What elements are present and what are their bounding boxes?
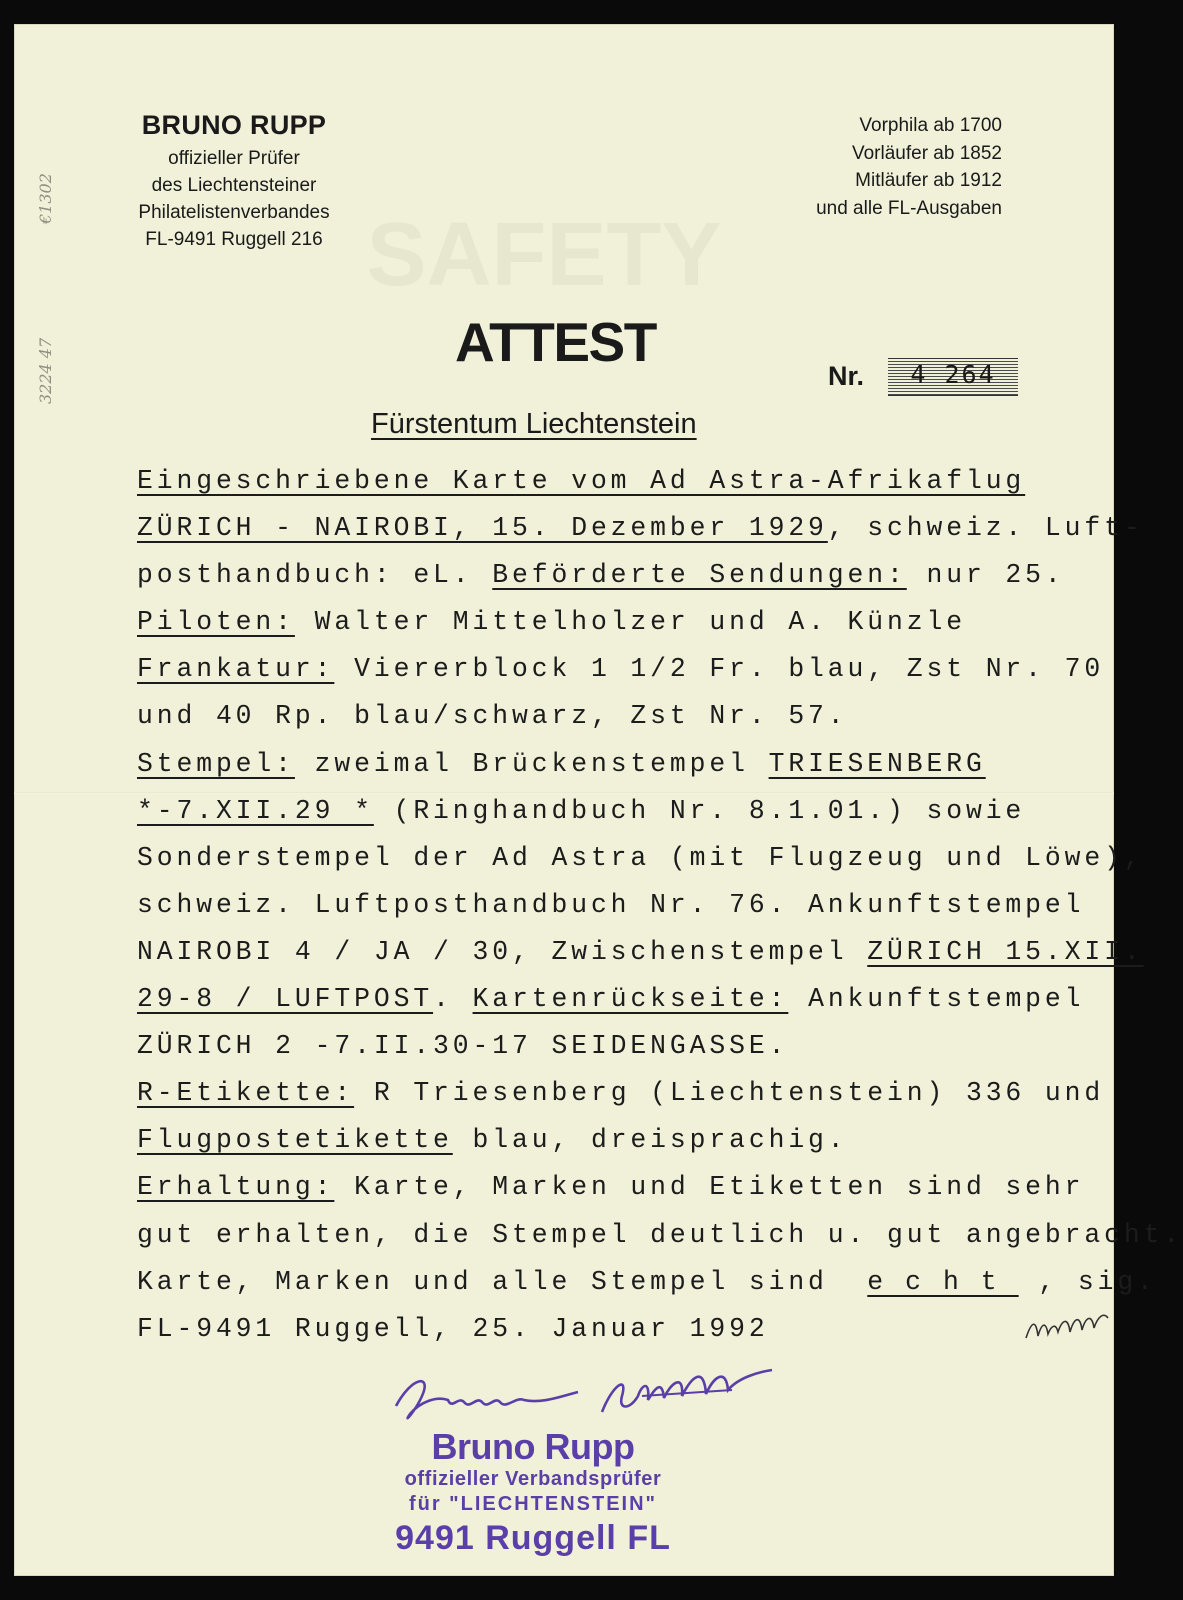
stamp-country: für "LIECHTENSTEIN" [408,1493,658,1515]
text-segment: blau, dreisprachig. [452,1125,848,1156]
text-line [137,1259,1157,1306]
text-segment: Ankunftstempel [788,984,1085,1015]
text-segment: ZÜRICH 15.XII. [867,936,1144,967]
examiner-address [114,110,354,253]
text-line [137,741,1097,788]
expertise-line: Vorphila ab 1700 [859,115,1002,136]
text-line [137,929,1144,976]
document-subtitle: Fürstentum Liechtenstein [371,408,697,440]
expertise-areas [742,112,1002,222]
field-label: Erhaltung: [137,1172,335,1203]
expertise-line: und alle FL-Ausgaben [816,197,1002,219]
text-segment: gut erhalten, die Stempel deutlich u. gut angebracht. [137,1219,1183,1250]
text-segment: zweimal Brückenstempel [294,748,769,779]
expertise-line: Vorläufer ab 1852 [851,142,1002,164]
margin-note-ref: 3224 47 [36,337,55,404]
document-title: ATTEST [455,311,656,373]
text-line [137,835,1144,882]
text-segment: Eingeschriebene Karte vom Ad Astra-Afrikaflug [137,466,1026,496]
text-line [137,1117,1097,1164]
text-line [137,1023,1097,1070]
text-segment: , schweiz. Luft- [827,513,1144,544]
text-line [137,1164,1097,1211]
text-line [137,1212,1183,1259]
text-segment: Karte, Marken und Etiketten sind sehr [334,1172,1085,1203]
stamp-location: 9491 Ruggell FL [395,1519,671,1557]
text-segment: Sonderstempel der Ad Astra (mit Flugzeug und Löwe), [137,842,1144,873]
certificate-number: 4 264 [910,360,996,389]
examiner-line: FL-9491 Ruggell 216 [145,229,323,250]
text-segment: schweiz. Luftposthandbuch Nr. 76. Ankunftstempel [137,889,1085,920]
text-segment: Flugpostetikette [137,1125,453,1156]
field-label: Kartenrückseite: [472,984,789,1015]
examiner-stamp [338,1427,728,1559]
text-segment: ZÜRICH - NAIROBI, 15. Dezember 1929 [137,513,828,544]
text-segment: TRIESENBERG [768,748,986,779]
text-segment: Walter Mittelholzer und A. Künzle [294,607,966,638]
stamp-title: offizieller Verbandsprüfer [404,1468,662,1490]
text-line [137,882,1097,929]
text-line [137,458,1097,505]
text-segment: Viererblock 1 1/2 Fr. blau, Zst Nr. 70 [334,654,1105,685]
examiner-line: des Liechtensteiner [151,175,317,196]
text-segment: Karte, Marken und alle Stempel sind [137,1266,868,1297]
place-date: FL-9491 Ruggell, 25. Januar 1992 [137,1313,769,1344]
safety-watermark: SAFETY [366,205,722,305]
examiner-line: Philatelistenverbandes [138,202,330,223]
initials-signature [1022,1310,1112,1346]
examiner-line: offizieller Prüfer [168,148,300,169]
expertise-line: Mitläufer ab 1912 [855,170,1002,191]
certificate-body [137,458,1183,1353]
text-segment: posthandbuch: eL. [137,560,493,591]
number-label: Nr. [828,361,865,391]
text-line [137,552,1097,599]
examiner-name: BRUNO RUPP [141,110,327,140]
field-label: Frankatur: [137,654,335,685]
text-line [137,1070,1105,1117]
text-line [137,1306,1097,1353]
text-line [137,976,1097,1023]
field-label: Stempel: [137,748,295,779]
text-segment: (Ringhandbuch Nr. 8.1.01.) sowie [373,795,1026,826]
text-line [137,505,1144,552]
field-label: R-Etikette: [137,1078,355,1109]
text-line [137,693,1097,740]
text-segment: nur 25. [906,560,1065,591]
text-segment: NAIROBI 4 / JA / 30, Zwischenstempel [137,936,868,967]
text-segment: *-7.XII.29 * [137,795,374,826]
text-segment: Beförderte Sendungen: [492,560,907,591]
stamp-name: Bruno Rupp [431,1426,635,1467]
margin-note-price: €1302 [36,173,55,224]
text-segment: 29-8 / LUFTPOST [137,984,434,1015]
text-segment: . [433,984,473,1015]
text-line [137,788,1097,835]
text-segment: , sig. [1018,1266,1157,1297]
genuine-verdict: echt [867,1266,1019,1297]
text-line [137,646,1105,693]
field-label: Piloten: [137,607,295,638]
text-line [137,599,1097,646]
text-segment: und 40 Rp. blau/schwarz, Zst Nr. 57. [137,701,848,732]
text-segment: R Triesenberg (Liechtenstein) 336 und [354,1078,1105,1109]
text-segment: ZÜRICH 2 -7.II.30-17 SEIDENGASSE. [137,1031,789,1062]
